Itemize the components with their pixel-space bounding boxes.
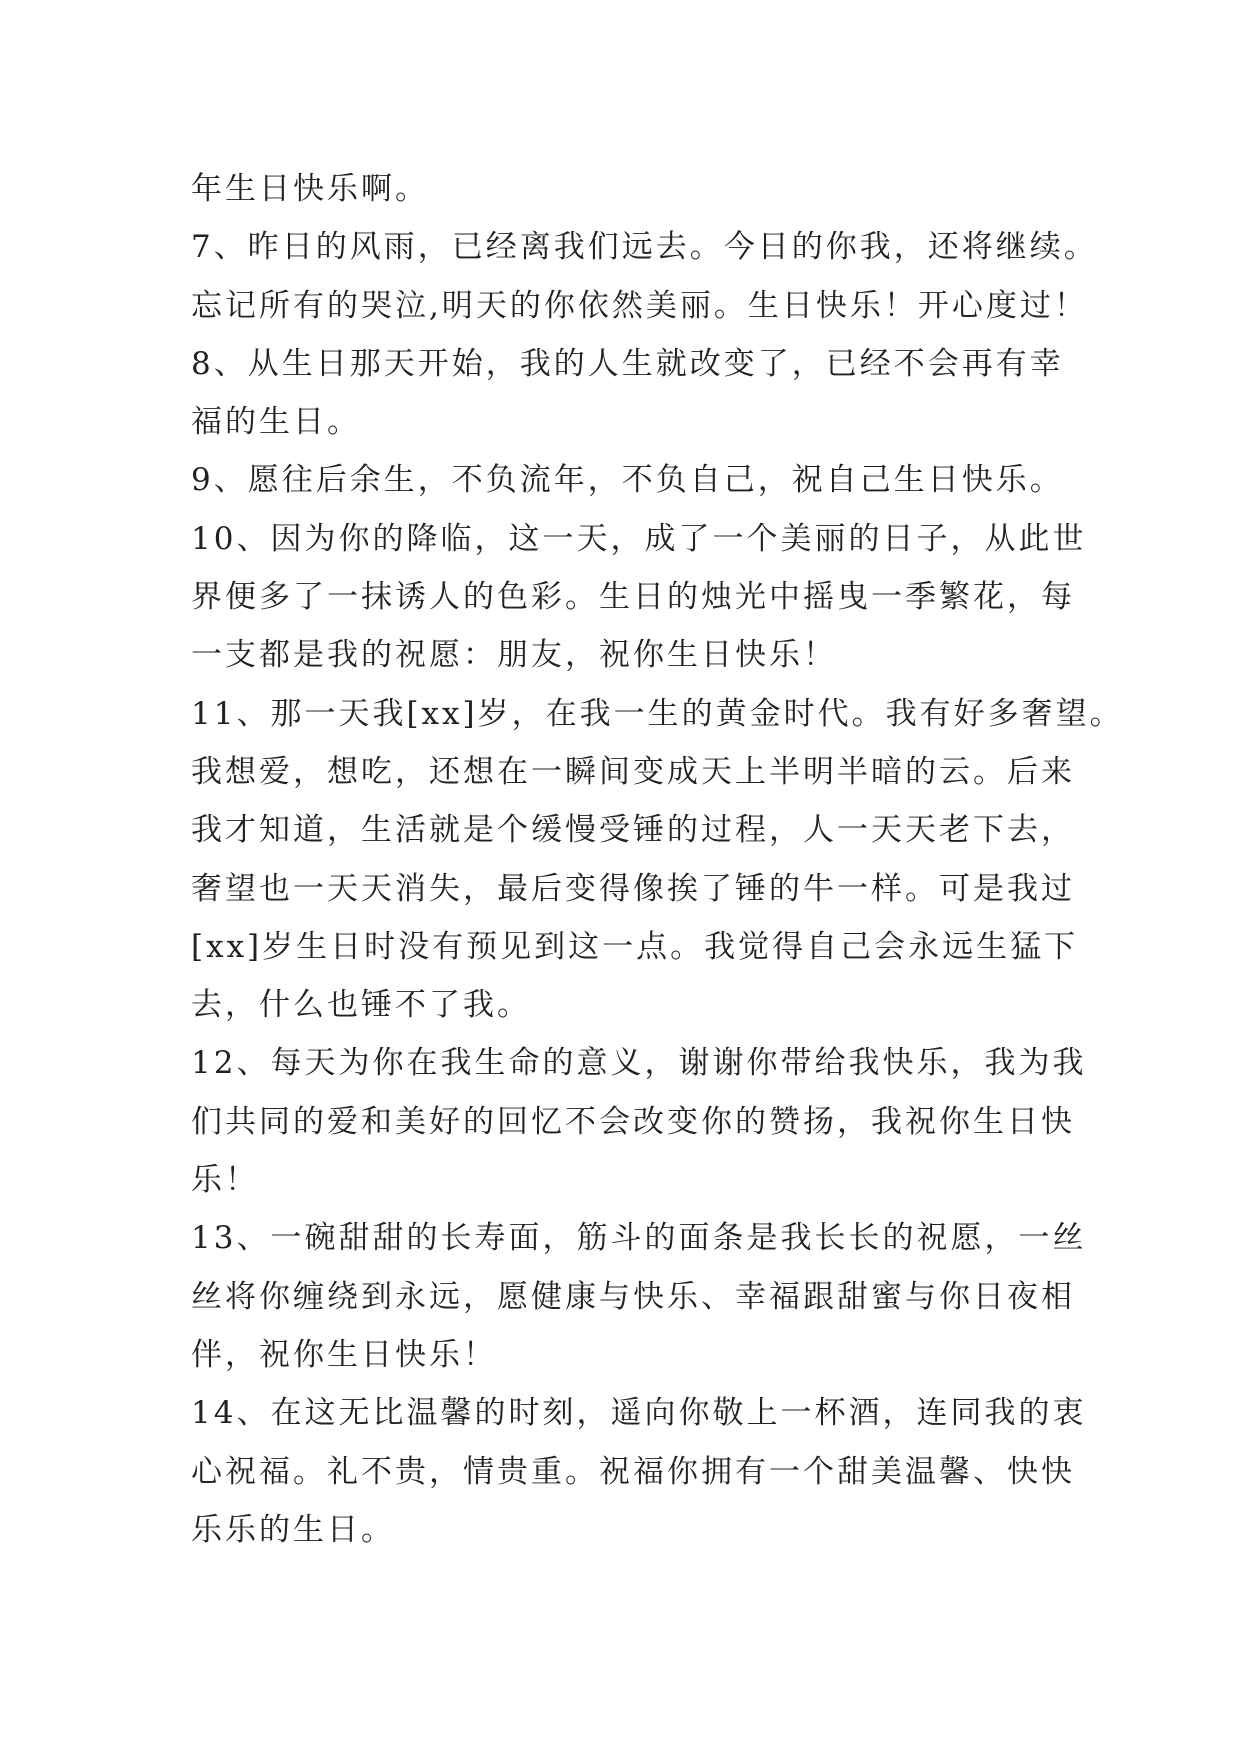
text-line: 7、昨日的风雨，已经离我们远去。今日的你我，还将继续。: [191, 229, 1098, 266]
text-line: 伴，祝你生日快乐！: [191, 1336, 497, 1373]
text-line: 福的生日。: [191, 404, 361, 441]
text-line: 11、那一天我[xx]岁，在我一生的黄金时代。我有好多奢望。: [191, 695, 1124, 732]
text-line: 8、从生日那天开始，我的人生就改变了，已经不会再有幸: [191, 345, 1064, 382]
text-line: 年生日快乐啊。: [191, 171, 429, 207]
text-line: 们共同的爱和美好的回忆不会改变你的赞扬，我祝你生日快: [191, 1103, 1075, 1140]
text-line: 一支都是我的祝愿：朋友，祝你生日快乐！: [191, 637, 837, 674]
text-line: 忘记所有的哭泣,明天的你依然美丽。生日快乐！开心度过！: [191, 287, 1088, 324]
text-line: 心祝福。礼不贵，情贵重。祝福你拥有一个甜美温馨、快快: [191, 1453, 1075, 1490]
text-line: 奢望也一天天消失，最后变得像挨了锤的牛一样。可是我过: [191, 870, 1075, 907]
text-line: 我才知道，生活就是个缓慢受锤的过程，人一天天老下去，: [191, 812, 1075, 849]
text-line: 乐乐的生日。: [191, 1511, 395, 1548]
text-line: 去，什么也锤不了我。: [191, 987, 531, 1024]
text-line: 9、愿往后余生，不负流年，不负自己，祝自己生日快乐。: [191, 462, 1064, 499]
text-line: [xx]岁生日时没有预见到这一点。我觉得自己会永远生猛下: [191, 928, 1079, 965]
document-body: [191, 160, 1124, 1559]
text-line: 12、每天为你在我生命的意义，谢谢你带给我快乐，我为我: [191, 1045, 1087, 1082]
text-line: 10、因为你的降临，这一天，成了一个美丽的日子，从此世: [191, 520, 1087, 557]
text-line: 13、一碗甜甜的长寿面，筋斗的面条是我长长的祝愿，一丝: [191, 1220, 1087, 1257]
text-line: 丝将你缠绕到永远，愿健康与快乐、幸福跟甜蜜与你日夜相: [191, 1278, 1075, 1315]
text-line: 我想爱，想吃，还想在一瞬间变成天上半明半暗的云。后来: [191, 753, 1075, 790]
text-line: 界便多了一抹诱人的色彩。生日的烛光中摇曳一季繁花，每: [191, 579, 1075, 616]
text-line: 14、在这无比温馨的时刻，遥向你敬上一杯酒，连同我的衷: [191, 1395, 1087, 1432]
text-line: 乐！: [191, 1162, 259, 1199]
